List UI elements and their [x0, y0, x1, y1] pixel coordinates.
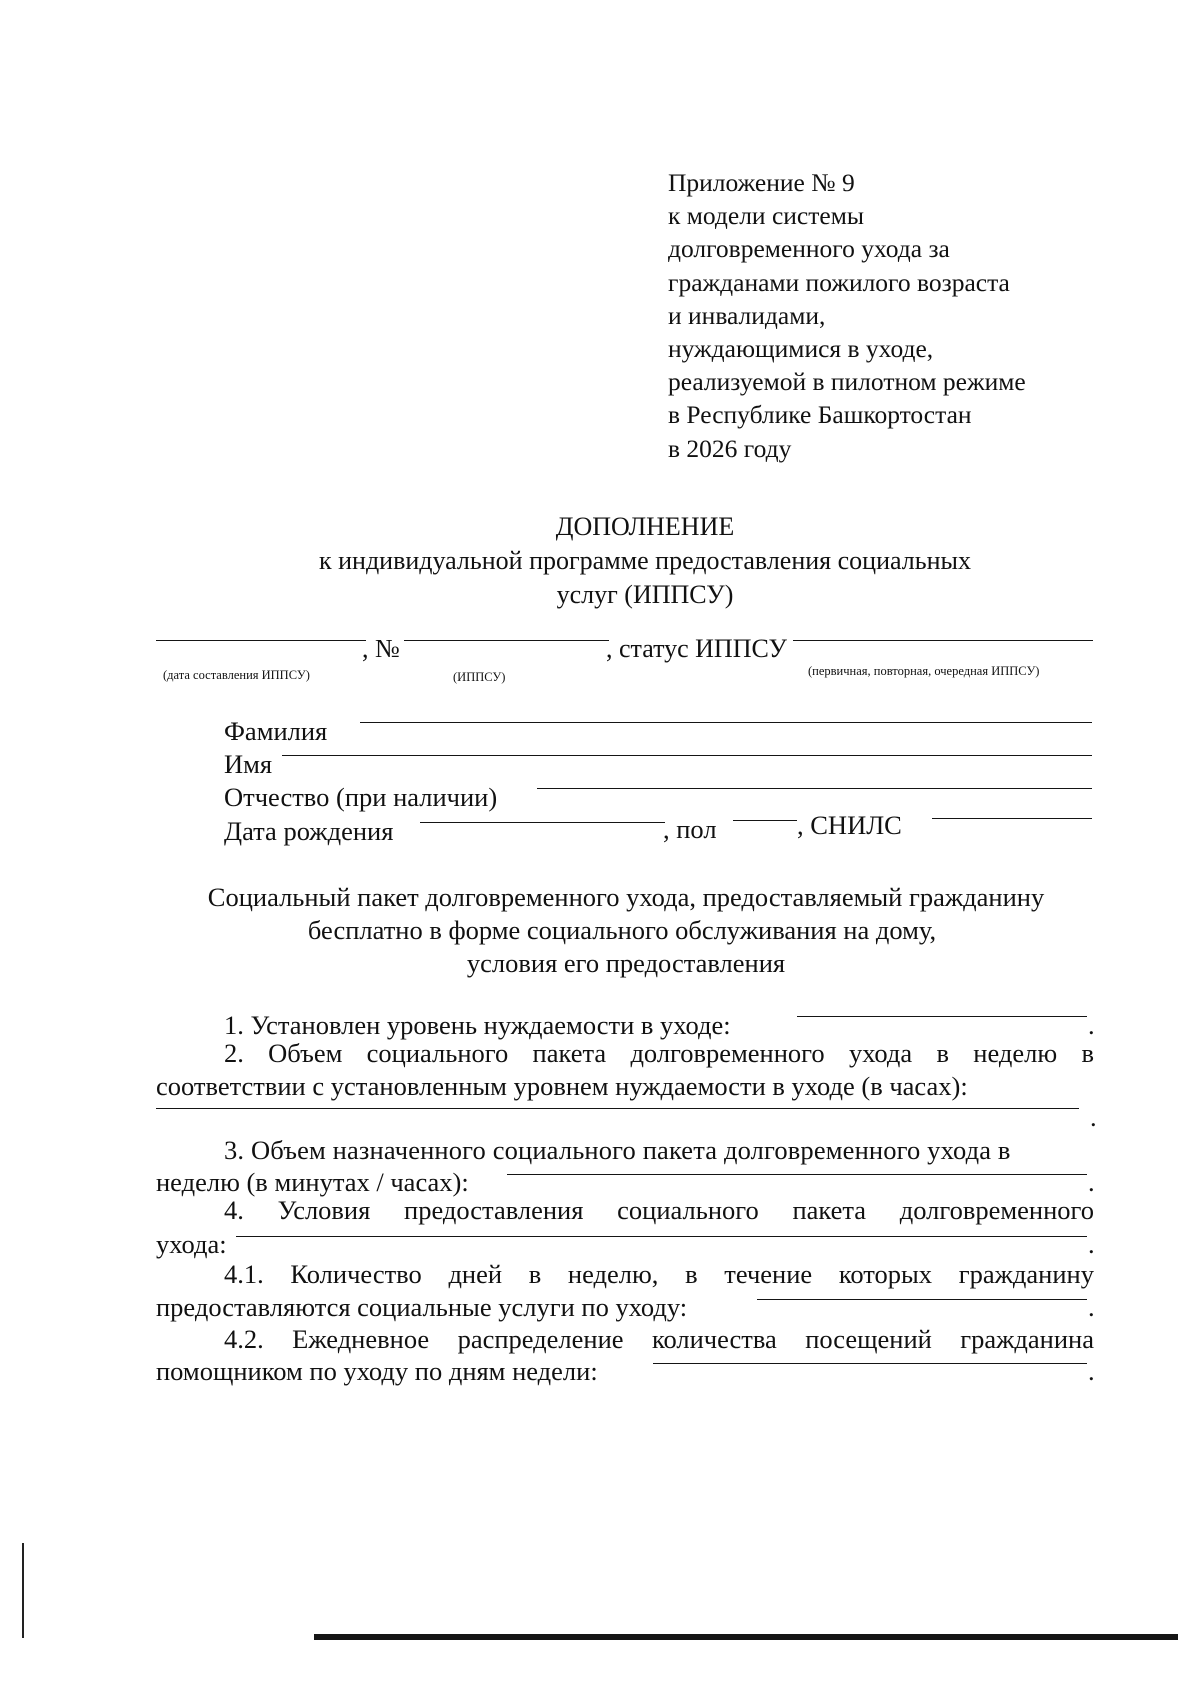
birth-date-label: Дата рождения	[224, 816, 394, 846]
item-41-word: в	[528, 1259, 542, 1289]
package-heading: Социальный пакет долговременного ухода, предоставляемый гражданину	[207, 882, 1045, 912]
scan-edge-mark	[22, 1543, 24, 1638]
snils-field-line[interactable]	[932, 818, 1092, 819]
item-4-line1	[224, 1195, 1094, 1226]
appendix-line: в Республике Башкортостан	[668, 400, 972, 430]
item-2-field-line[interactable]	[156, 1108, 1079, 1109]
item-4-word: предоставления	[404, 1195, 584, 1225]
item-41-word: в	[685, 1259, 698, 1289]
item-42-word: 4.2.	[224, 1324, 264, 1354]
item-2-word: неделю	[973, 1038, 1058, 1068]
document-subtitle-cont: услуг (ИППСУ)	[556, 580, 734, 609]
item-41-word: которых	[838, 1259, 933, 1289]
item-41-line1	[224, 1259, 1094, 1290]
item-4-field-line[interactable]	[236, 1236, 1087, 1237]
item-2-period: .	[1090, 1102, 1097, 1132]
item-2-line1	[224, 1038, 1094, 1069]
item-2-word: ухода	[848, 1038, 913, 1068]
item-41-word: 4.1.	[224, 1259, 264, 1289]
item-1-label: 1. Установлен уровень нуждаемости в уходе:	[224, 1010, 731, 1040]
item-41-line2: предоставляются социальные услуги по уходу:	[156, 1292, 688, 1322]
name-field-line[interactable]	[282, 755, 1092, 756]
date-field-line[interactable]	[156, 640, 366, 641]
surname-field-line[interactable]	[360, 722, 1092, 723]
item-42-line2: помощником по уходу по дням недели:	[156, 1356, 598, 1386]
item-41-period: .	[1088, 1292, 1095, 1322]
item-1-period: .	[1088, 1010, 1095, 1040]
item-41-field-line[interactable]	[757, 1299, 1087, 1300]
package-heading-line2: бесплатно в форме социального обслуживания на дому,	[307, 915, 937, 945]
item-2-word: в	[1081, 1038, 1094, 1068]
appendix-line: в 2026 году	[668, 433, 792, 463]
item-3-line1: 3. Объем назначенного социального пакета долговременного ухода в	[224, 1135, 1011, 1165]
item-3-field-line[interactable]	[507, 1174, 1087, 1175]
item-4-word: долговременного	[899, 1195, 1094, 1225]
status-hint: (первичная, повторная, очередная ИППСУ)	[808, 664, 1040, 678]
item-2-word: социального	[366, 1038, 509, 1068]
item-3-period: .	[1088, 1167, 1095, 1197]
surname-label: Фамилия	[224, 716, 328, 746]
appendix-line: гражданами пожилого возраста	[668, 267, 1010, 297]
item-1-field-line[interactable]	[797, 1016, 1087, 1017]
item-2-word: пакета	[532, 1038, 607, 1068]
item-42-field-line[interactable]	[653, 1363, 1087, 1364]
appendix-line: Приложение № 9	[668, 168, 855, 197]
appendix-line: нуждающимися в уходе,	[668, 334, 934, 364]
number-field-line[interactable]	[404, 640, 609, 641]
snils-label: , СНИЛС	[797, 810, 902, 840]
document-subtitle: к индивидуальной программе предоставления социальных	[318, 546, 971, 575]
sex-label: , пол	[663, 814, 717, 844]
item-42-line1	[224, 1324, 1094, 1355]
item-42-word: распределение	[457, 1324, 624, 1354]
item-2-word: долговременного	[630, 1038, 825, 1068]
item-42-word: количества	[651, 1324, 777, 1354]
sex-field-line[interactable]	[733, 820, 797, 821]
item-2-word: в	[936, 1038, 949, 1068]
item-41-word: дней	[448, 1259, 503, 1289]
item-2-word: 2.	[224, 1038, 244, 1068]
appendix-line: к модели системы	[668, 201, 864, 231]
item-4-word: пакета	[792, 1195, 867, 1225]
item-4-word: Условия	[277, 1195, 371, 1225]
appendix-line: реализуемой в пилотном режиме	[668, 367, 1026, 397]
item-4-word: социального	[617, 1195, 759, 1225]
item-2-word: Объем	[268, 1038, 343, 1068]
item-4-period: .	[1088, 1229, 1095, 1259]
birth-date-field-line[interactable]	[420, 822, 665, 823]
item-42-word: посещений	[805, 1324, 932, 1354]
appendix-line: и инвалидами,	[668, 300, 826, 330]
status-label: , статус ИППСУ	[606, 634, 787, 663]
item-42-period: .	[1088, 1356, 1095, 1386]
item-4-line2: ухода:	[156, 1229, 227, 1259]
name-label: Имя	[224, 749, 273, 779]
item-41-word: гражданину	[958, 1259, 1094, 1289]
appendix-line: долговременного ухода за	[668, 234, 950, 264]
bottom-rule	[314, 1634, 1178, 1640]
item-42-word: Ежедневное	[292, 1324, 430, 1354]
date-hint: (дата составления ИППСУ)	[163, 668, 310, 682]
document-title: ДОПОЛНЕНИЕ	[555, 512, 735, 541]
patronymic-label: Отчество (при наличии)	[224, 782, 498, 812]
patronymic-field-line[interactable]	[537, 788, 1092, 789]
number-label: , №	[362, 634, 400, 663]
item-3-line2: неделю (в минутах / часах):	[156, 1167, 469, 1197]
item-41-word: Количество	[290, 1259, 422, 1289]
item-41-word: течение	[724, 1259, 813, 1289]
item-4-word: 4.	[224, 1195, 244, 1225]
item-2-line2: соответствии с установленным уровнем нуждаемости в уходе (в часах):	[156, 1071, 968, 1101]
number-hint: (ИППСУ)	[453, 670, 506, 684]
status-field-line[interactable]	[793, 640, 1093, 641]
appendix-block	[668, 166, 1026, 465]
package-heading-line3: условия его предоставления	[466, 948, 786, 978]
item-41-word: неделю,	[567, 1259, 659, 1289]
item-42-word: гражданина	[960, 1324, 1094, 1354]
